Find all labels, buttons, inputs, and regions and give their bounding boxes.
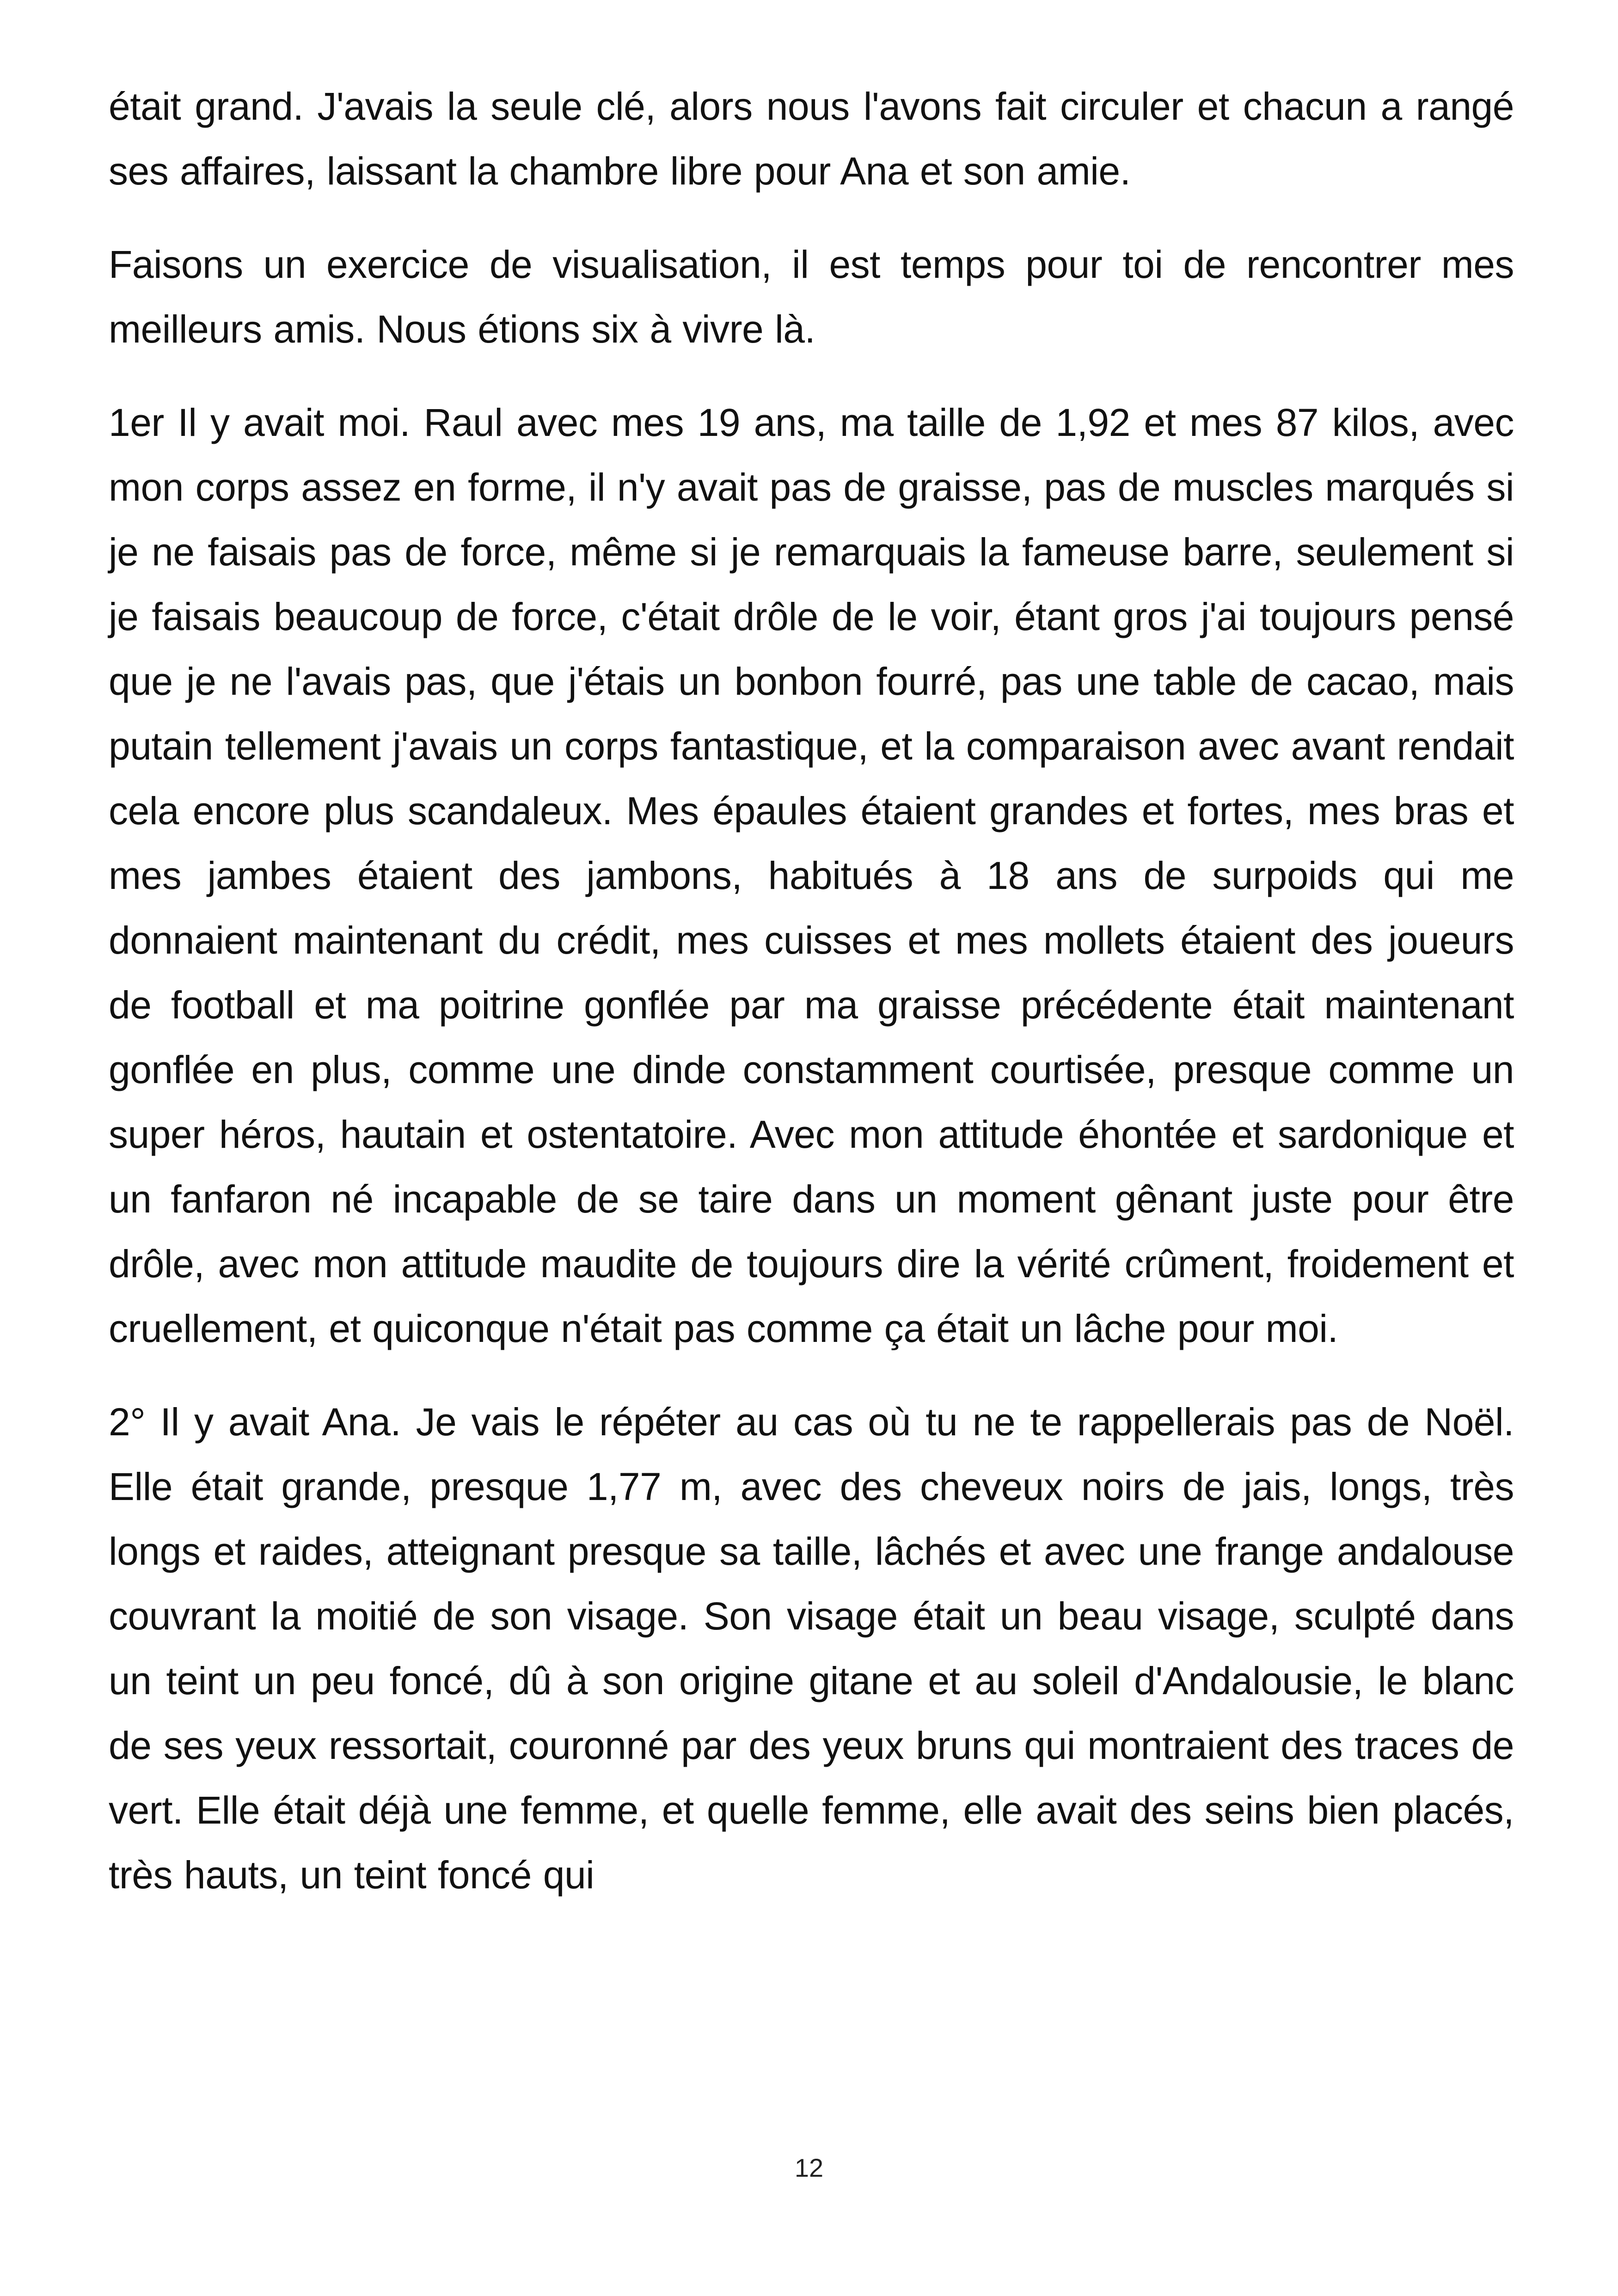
paragraph-2: Faisons un exercice de visualisation, il est temps pour toi de rencontrer mes meilleurs amis. Nous étions six à vivre là.	[109, 243, 1514, 351]
paragraph-4: 2° Il y avait Ana. Je vais le répéter au cas où tu ne te rappellerais pas de Noël. Elle était grande, presque 1,77 m, avec des cheveux noirs de jais, longs, très longs et raides, atteignant presque sa taille, lâchés et avec une frange andalouse couvrant la moitié de son visage. Son visage était un beau visage, sculpté dans un teint un peu foncé, dû à son origine gitane et au soleil d'Andalousie, le blanc de ses yeux ressortait, couronné par des yeux bruns qui montraient des traces de vert. Elle était déjà une femme, et quelle femme, elle avait des seins bien placés, très hauts, un teint foncé qui	[109, 1400, 1514, 1897]
paragraph-3: 1er Il y avait moi. Raul avec mes 19 ans, ma taille de 1,92 et mes 87 kilos, avec mon corps assez en forme, il n'y avait pas de graisse, pas de muscles marqués si je ne faisais pas de force, même si je remarquais la fameuse barre, seulement si je faisais beaucoup de force, c'était drôle de le voir, étant gros j'ai toujours pensé que je ne l'avais pas, que j'étais un bonbon fourré, pas une table de cacao, mais putain tellement j'avais un corps fantastique, et la comparaison avec avant rendait cela encore plus scandaleux. Mes épaules étaient grandes et fortes, mes bras et mes jambes étaient des jambons, habitués à 18 ans de surpoids qui me donnaient maintenant du crédit, mes cuisses et mes mollets étaient des joueurs de football et ma poitrine gonflée par ma graisse précédente était maintenant gonflée en plus, comme une dinde constamment courtisée, presque comme un super héros, hautain et ostentatoire. Avec mon attitude éhontée et sardonique et un fanfaron né incapable de se taire dans un moment gênant juste pour être drôle, avec mon attitude maudite de toujours dire la vérité crûment, froidement et cruellement, et quiconque n'était pas comme ça était un lâche pour moi.	[109, 401, 1514, 1350]
page-number: 12	[794, 2153, 824, 2182]
paragraph-1: était grand. J'avais la seule clé, alors nous l'avons fait circuler et chacun a rangé ses affaires, laissant la chambre libre pour Ana et son amie.	[109, 85, 1514, 193]
body-text	[109, 74, 1514, 1936]
